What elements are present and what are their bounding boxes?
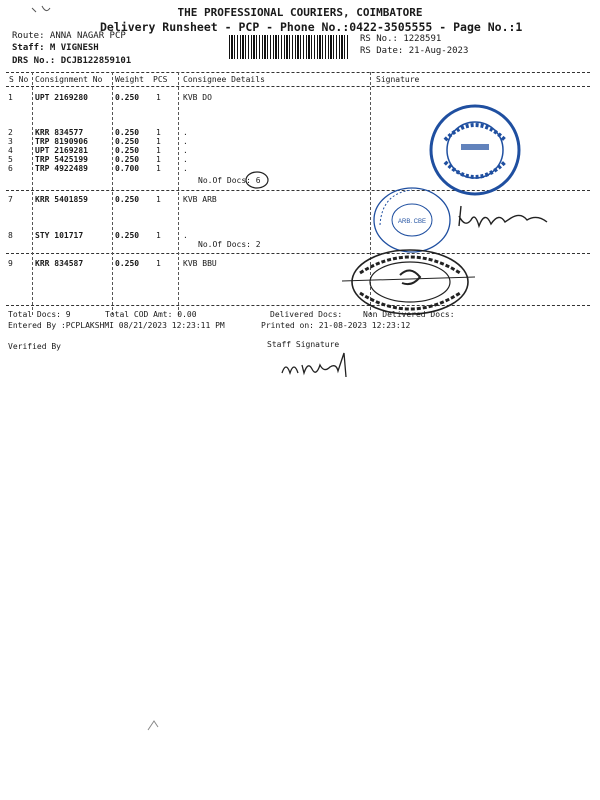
row-weight: 0.700: [115, 164, 140, 173]
row-consignee: KVB BBU: [183, 259, 217, 268]
non-delivered-docs: Non Delivered Docs:: [363, 310, 455, 319]
staff-signature-label: Staff Signature: [267, 340, 340, 349]
docs-count-note: No.Of Docs: 2: [198, 240, 261, 249]
barcode: [229, 35, 349, 59]
row-sno: 7: [8, 195, 13, 204]
row-consignee: KVB ARB: [183, 195, 217, 204]
row-consignment: TRP 5425199: [35, 155, 88, 164]
col-header-consignee: Consignee Details: [183, 75, 265, 84]
row-weight: 0.250: [115, 231, 140, 240]
row-consignment: TRP 8190906: [35, 137, 88, 146]
printed-on: Printed on: 21-08-2023 12:23:12: [261, 321, 411, 330]
row-pcs: 1: [156, 146, 161, 155]
delivered-docs: Delivered Docs:: [270, 310, 343, 319]
scan-speck: [145, 715, 163, 735]
svg-text:ARB. CBE: ARB. CBE: [397, 219, 427, 225]
row-weight: 0.250: [115, 259, 140, 268]
row-pcs: 1: [156, 137, 161, 146]
row-sno: 9: [8, 259, 13, 268]
row-weight: 0.250: [115, 93, 140, 102]
entered-by: Entered By :PCPLAKSHMI 08/21/2023 12:23:11 PM: [8, 321, 225, 330]
row-consignee: .: [183, 128, 188, 137]
total-docs: Total Docs: 9: [8, 310, 71, 319]
row-pcs: 1: [156, 259, 161, 268]
col-header-sno: S No: [9, 75, 29, 84]
row-weight: 0.250: [115, 128, 140, 137]
route-label: Route: ANNA NAGAR PCP: [12, 31, 126, 41]
drs-number: DRS No.: DCJB122859101: [12, 56, 132, 66]
column-divider: [112, 72, 113, 315]
row-weight: 0.250: [115, 195, 140, 204]
row-weight: 0.250: [115, 137, 140, 146]
circled-count-mark: [244, 170, 270, 190]
row-sno: 2: [8, 128, 13, 137]
row-weight: 0.250: [115, 155, 140, 164]
row-pcs: 1: [156, 231, 161, 240]
runsheet-title: Delivery Runsheet - PCP - Phone No.:0422-3505555 - Page No.:1: [100, 20, 523, 34]
row-consignment: KRR 834577: [35, 128, 84, 137]
row-consignee: .: [183, 146, 188, 155]
col-header-signature: Signature: [376, 75, 420, 84]
row-consignee: .: [183, 231, 188, 240]
row-consignment: KRR 834587: [35, 259, 84, 268]
row-sno: 5: [8, 155, 13, 164]
row-sno: 3: [8, 137, 13, 146]
row-consignment: TRP 4922489: [35, 164, 88, 173]
row-pcs: 1: [156, 195, 161, 204]
row-consignee: .: [183, 137, 188, 146]
row-sno: 6: [8, 164, 13, 173]
col-header-consignment: Consignment No: [35, 75, 103, 84]
total-cod-amount: Total COD Amt: 0.00: [105, 310, 197, 319]
staff-label: Staff: M VIGNESH: [12, 43, 99, 53]
row-consignment: STY 101717: [35, 231, 84, 240]
bank-stamp-3: [340, 245, 475, 320]
col-header-weight: Weight: [115, 75, 144, 84]
column-divider: [32, 72, 33, 315]
staff-handwritten-signature: [278, 343, 358, 383]
verified-by-label: Verified By: [8, 342, 61, 351]
row-consignee: .: [183, 164, 188, 173]
row-weight: 0.250: [115, 146, 140, 155]
rs-number: RS No.: 1228591: [360, 34, 442, 44]
row-pcs: 1: [156, 128, 161, 137]
row-consignee: KVB DO: [183, 93, 212, 102]
company-title: THE PROFESSIONAL COURIERS, COIMBATORE: [177, 6, 423, 19]
row-consignment: UPT 2169280: [35, 93, 88, 102]
table-header-rule: [6, 86, 590, 87]
row-consignee: .: [183, 155, 188, 164]
docs-count-note: No.Of Docs: 6: [198, 176, 261, 185]
column-divider: [178, 72, 179, 315]
handwritten-signature-1: [455, 198, 555, 238]
row-consignment: UPT 2169281: [35, 146, 88, 155]
row-sno: 4: [8, 146, 13, 155]
table-bottom-rule: [6, 305, 590, 306]
row-consignment: KRR 5401859: [35, 195, 88, 204]
row-sno: 8: [8, 231, 13, 240]
row-pcs: 1: [156, 155, 161, 164]
row-pcs: 1: [156, 164, 161, 173]
row-pcs: 1: [156, 93, 161, 102]
rs-date: RS Date: 21-Aug-2023: [360, 46, 469, 56]
scan-speck: [28, 2, 58, 20]
group-separator: [6, 253, 590, 254]
col-header-pcs: PCS: [153, 75, 168, 84]
table-top-rule: [6, 72, 590, 73]
row-sno: 1: [8, 93, 13, 102]
